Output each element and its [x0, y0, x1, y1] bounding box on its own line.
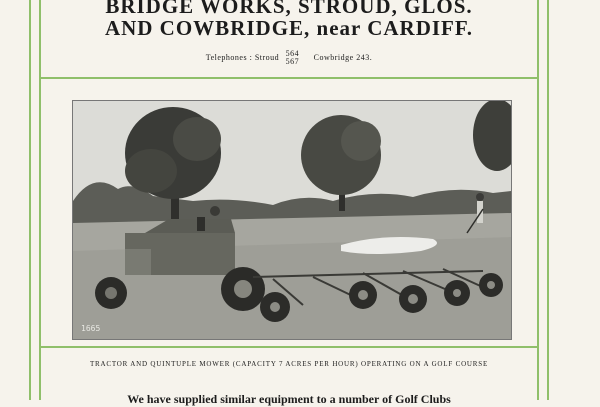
telephone-label: Telephones : Stroud — [205, 52, 280, 62]
header-divider — [40, 77, 537, 79]
left-inner-rule — [39, 0, 41, 400]
address-line-1: BRIDGE WORKS, STROUD, GLOS. — [105, 0, 473, 18]
left-border-rule — [29, 0, 31, 400]
photo-plate-number: 1665 — [81, 324, 101, 333]
stroud-number-2: 567 — [285, 57, 300, 66]
body-text: We have supplied similar equipment to a number of Golf Clubs — [127, 392, 451, 406]
right-border-rule — [547, 0, 549, 400]
photo-divider — [40, 346, 537, 348]
cowbridge-number: Cowbridge 243. — [313, 52, 373, 62]
telephone-line — [44, 50, 534, 66]
right-inner-rule — [537, 0, 539, 400]
photo-illustration — [73, 101, 511, 339]
stroud-number-1: 564 — [285, 49, 300, 58]
photo-caption: TRACTOR AND QUINTUPLE MOWER (CAPACITY 7 ACRES PER HOUR) OPERATING ON A GOLF COURSE — [89, 360, 489, 368]
stroud-numbers — [286, 50, 300, 66]
address-line-2: AND COWBRIDGE, near CARDIFF. — [104, 16, 474, 40]
tractor-mower-photo — [72, 100, 512, 340]
